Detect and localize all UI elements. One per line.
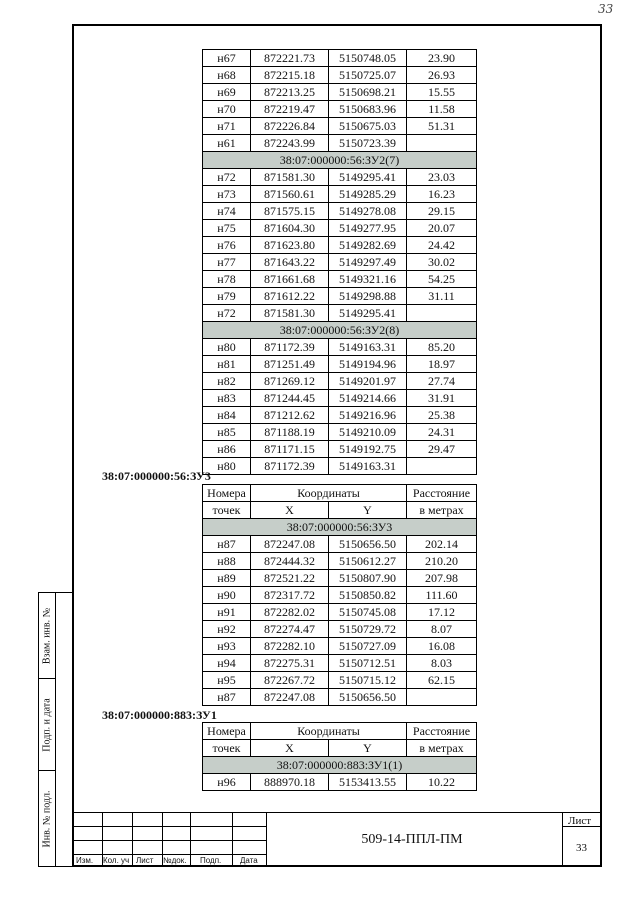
y-cell: 5149214.66 [329,390,407,407]
point-cell: н70 [203,101,251,118]
y-cell: 5149277.95 [329,220,407,237]
distance-cell: 18.97 [407,356,477,373]
x-cell: 872215.18 [251,67,329,84]
x-cell: 871172.39 [251,339,329,356]
distance-cell: 24.42 [407,237,477,254]
point-cell: н95 [203,672,251,689]
section-title: 38:07:000000:56:ЗУ3 [203,519,477,536]
distance-cell [407,458,477,475]
side-cell-vzam [39,593,56,679]
handwritten-page-number: 33 [598,2,614,16]
header-x: X [251,740,329,757]
distance-cell: 10.22 [407,774,477,791]
distance-cell: 62.15 [407,672,477,689]
stamp-col-4 [190,812,191,867]
y-cell: 5149298.88 [329,288,407,305]
table-row [203,390,477,407]
section-title: 38:07:000000:883:ЗУ1(1) [203,757,477,774]
y-cell: 5149321.16 [329,271,407,288]
distance-cell: 17.12 [407,604,477,621]
stamp-label-data: Дата [240,856,258,865]
x-cell: 871661.68 [251,271,329,288]
section-title: 38:07:000000:56:ЗУ2(8) [203,322,477,339]
y-cell: 5149295.41 [329,305,407,322]
section-row [203,757,477,774]
section-row [203,322,477,339]
x-cell: 871581.30 [251,169,329,186]
table-row [203,604,477,621]
x-cell: 871560.61 [251,186,329,203]
y-cell: 5150656.50 [329,689,407,706]
distance-cell: 25.38 [407,407,477,424]
header-points: Номера [203,723,251,740]
distance-cell: 16.23 [407,186,477,203]
section-heading-zu3: 38:07:000000:56:ЗУ3 [102,469,211,483]
distance-cell: 24.31 [407,424,477,441]
section-heading-883-zu1: 38:07:000000:883:ЗУ1 [102,708,217,722]
y-cell: 5149285.29 [329,186,407,203]
stamp-label-ndok: №док. [163,856,187,865]
side-label-inv: Инв. № подл. [41,790,53,848]
header-y: Y [329,502,407,519]
distance-cell [407,689,477,706]
table-row [203,220,477,237]
x-cell: 871171.15 [251,441,329,458]
y-cell: 5149295.41 [329,169,407,186]
point-cell: н61 [203,135,251,152]
table-row [203,689,477,706]
point-cell: н78 [203,271,251,288]
stamp-col-5 [232,812,233,867]
table-row [203,672,477,689]
distance-cell: 207.98 [407,570,477,587]
point-cell: н68 [203,67,251,84]
side-label-vzam: Взам. инв. № [41,607,53,664]
table-row [203,638,477,655]
distance-cell: 210.20 [407,553,477,570]
table-row [203,305,477,322]
side-stamp [38,592,72,867]
point-cell: н73 [203,186,251,203]
header-distance-2: в метрах [407,502,477,519]
distance-cell: 29.15 [407,203,477,220]
table-row [203,458,477,475]
y-cell: 5149201.97 [329,373,407,390]
point-cell: н84 [203,407,251,424]
point-cell: н87 [203,689,251,706]
point-cell: н90 [203,587,251,604]
x-cell: 872275.31 [251,655,329,672]
distance-cell: 20.07 [407,220,477,237]
header-coords: Координаты [251,485,407,502]
x-cell: 871623.80 [251,237,329,254]
point-cell: н81 [203,356,251,373]
stamp-col-7 [562,812,563,867]
point-cell: н72 [203,305,251,322]
y-cell: 5149194.96 [329,356,407,373]
table-row [203,621,477,638]
point-cell: н88 [203,553,251,570]
point-cell: н72 [203,169,251,186]
x-cell: 872274.47 [251,621,329,638]
y-cell: 5150729.72 [329,621,407,638]
y-cell: 5150727.09 [329,638,407,655]
distance-cell: 23.03 [407,169,477,186]
distance-cell: 23.90 [407,50,477,67]
distance-cell [407,135,477,152]
table-row [203,237,477,254]
y-cell: 5150675.03 [329,118,407,135]
header-points-2: точек [203,502,251,519]
point-cell: н75 [203,220,251,237]
header-y: Y [329,740,407,757]
table-row [203,101,477,118]
distance-cell: 51.31 [407,118,477,135]
distance-cell: 8.07 [407,621,477,638]
x-cell: 871581.30 [251,305,329,322]
table-row [203,441,477,458]
distance-cell: 85.20 [407,339,477,356]
y-cell: 5150745.08 [329,604,407,621]
x-cell: 871643.22 [251,254,329,271]
table-row [203,587,477,604]
x-cell: 871188.19 [251,424,329,441]
point-cell: н85 [203,424,251,441]
stamp-label-podp: Подп. [200,856,222,865]
y-cell: 5149163.31 [329,458,407,475]
x-cell: 872521.22 [251,570,329,587]
y-cell: 5149192.75 [329,441,407,458]
side-cell-podp [39,679,56,771]
y-cell: 5150715.12 [329,672,407,689]
side-label-podp: Подп. и дата [41,697,53,752]
y-cell: 5150748.05 [329,50,407,67]
table-row [203,407,477,424]
point-cell: н96 [203,774,251,791]
distance-cell: 27.74 [407,373,477,390]
coordinates-table-1 [202,49,477,475]
table-row [203,271,477,288]
table-row [203,50,477,67]
x-cell: 872247.08 [251,536,329,553]
table-row [203,203,477,220]
sheet-number: 33 [576,842,587,854]
stamp-label-kol: Кол. уч [103,856,130,865]
point-cell: н67 [203,50,251,67]
x-cell: 871251.49 [251,356,329,373]
table-row [203,67,477,84]
point-cell: н80 [203,458,251,475]
x-cell: 872243.99 [251,135,329,152]
header-coords: Координаты [251,723,407,740]
table-row [203,424,477,441]
document-code: 509-14-ППЛ-ПМ [361,832,463,847]
table-row [203,655,477,672]
point-cell: н93 [203,638,251,655]
point-cell: н83 [203,390,251,407]
x-cell: 872226.84 [251,118,329,135]
section-row [203,152,477,169]
y-cell: 5150612.27 [329,553,407,570]
distance-cell: 202.14 [407,536,477,553]
header-distance-2: в метрах [407,740,477,757]
table-row [203,118,477,135]
coordinates-table-3 [202,722,477,791]
header-points-2: точек [203,740,251,757]
y-cell: 5150723.39 [329,135,407,152]
distance-cell: 31.11 [407,288,477,305]
point-cell: н82 [203,373,251,390]
header-distance: Расстояние [407,485,477,502]
x-cell: 871612.22 [251,288,329,305]
distance-cell: 16.08 [407,638,477,655]
table-row [203,553,477,570]
distance-cell: 54.25 [407,271,477,288]
stamp-label-list: Лист [136,856,154,865]
y-cell: 5149282.69 [329,237,407,254]
table-row [203,135,477,152]
table-row [203,373,477,390]
distance-cell [407,305,477,322]
x-cell: 871575.15 [251,203,329,220]
stamp-label-izm: Изм. [76,856,94,865]
table-row [203,169,477,186]
y-cell: 5149210.09 [329,424,407,441]
point-cell: н79 [203,288,251,305]
x-cell: 871172.39 [251,458,329,475]
point-cell: н91 [203,604,251,621]
y-cell: 5150850.82 [329,587,407,604]
header-distance: Расстояние [407,723,477,740]
x-cell: 872444.32 [251,553,329,570]
distance-cell: 26.93 [407,67,477,84]
y-cell: 5150807.90 [329,570,407,587]
x-cell: 888970.18 [251,774,329,791]
distance-cell: 30.02 [407,254,477,271]
y-cell: 5150698.21 [329,84,407,101]
x-cell: 871269.12 [251,373,329,390]
point-cell: н87 [203,536,251,553]
header-x: X [251,502,329,519]
point-cell: н89 [203,570,251,587]
distance-cell: 29.47 [407,441,477,458]
y-cell: 5153413.55 [329,774,407,791]
x-cell: 872317.72 [251,587,329,604]
x-cell: 871244.45 [251,390,329,407]
header-points: Номера [203,485,251,502]
point-cell: н74 [203,203,251,220]
y-cell: 5150656.50 [329,536,407,553]
y-cell: 5150725.07 [329,67,407,84]
distance-cell: 8.03 [407,655,477,672]
x-cell: 872282.10 [251,638,329,655]
distance-cell: 111.60 [407,587,477,604]
table-row [203,356,477,373]
x-cell: 872213.25 [251,84,329,101]
y-cell: 5149297.49 [329,254,407,271]
table-row [203,774,477,791]
y-cell: 5150712.51 [329,655,407,672]
point-cell: н69 [203,84,251,101]
table-row [203,288,477,305]
x-cell: 871212.62 [251,407,329,424]
y-cell: 5150683.96 [329,101,407,118]
table-row [203,536,477,553]
table-row [203,254,477,271]
distance-cell: 31.91 [407,390,477,407]
point-cell: н80 [203,339,251,356]
side-cell-inv [39,771,56,867]
table-row [203,570,477,587]
table-row [203,339,477,356]
table-row [203,84,477,101]
point-cell: н76 [203,237,251,254]
point-cell: н94 [203,655,251,672]
coordinates-table-2 [202,484,477,706]
x-cell: 872267.72 [251,672,329,689]
table-row [203,186,477,203]
section-row [203,519,477,536]
x-cell: 872247.08 [251,689,329,706]
point-cell: н77 [203,254,251,271]
distance-cell: 15.55 [407,84,477,101]
x-cell: 872282.02 [251,604,329,621]
y-cell: 5149278.08 [329,203,407,220]
point-cell: н92 [203,621,251,638]
x-cell: 872221.73 [251,50,329,67]
stamp-line-top [72,812,602,813]
x-cell: 872219.47 [251,101,329,118]
y-cell: 5149163.31 [329,339,407,356]
distance-cell: 11.58 [407,101,477,118]
section-title: 38:07:000000:56:ЗУ2(7) [203,152,477,169]
point-cell: н86 [203,441,251,458]
stamp-col-2 [132,812,133,867]
x-cell: 871604.30 [251,220,329,237]
y-cell: 5149216.96 [329,407,407,424]
point-cell: н71 [203,118,251,135]
sheet-label: Лист [568,815,592,827]
